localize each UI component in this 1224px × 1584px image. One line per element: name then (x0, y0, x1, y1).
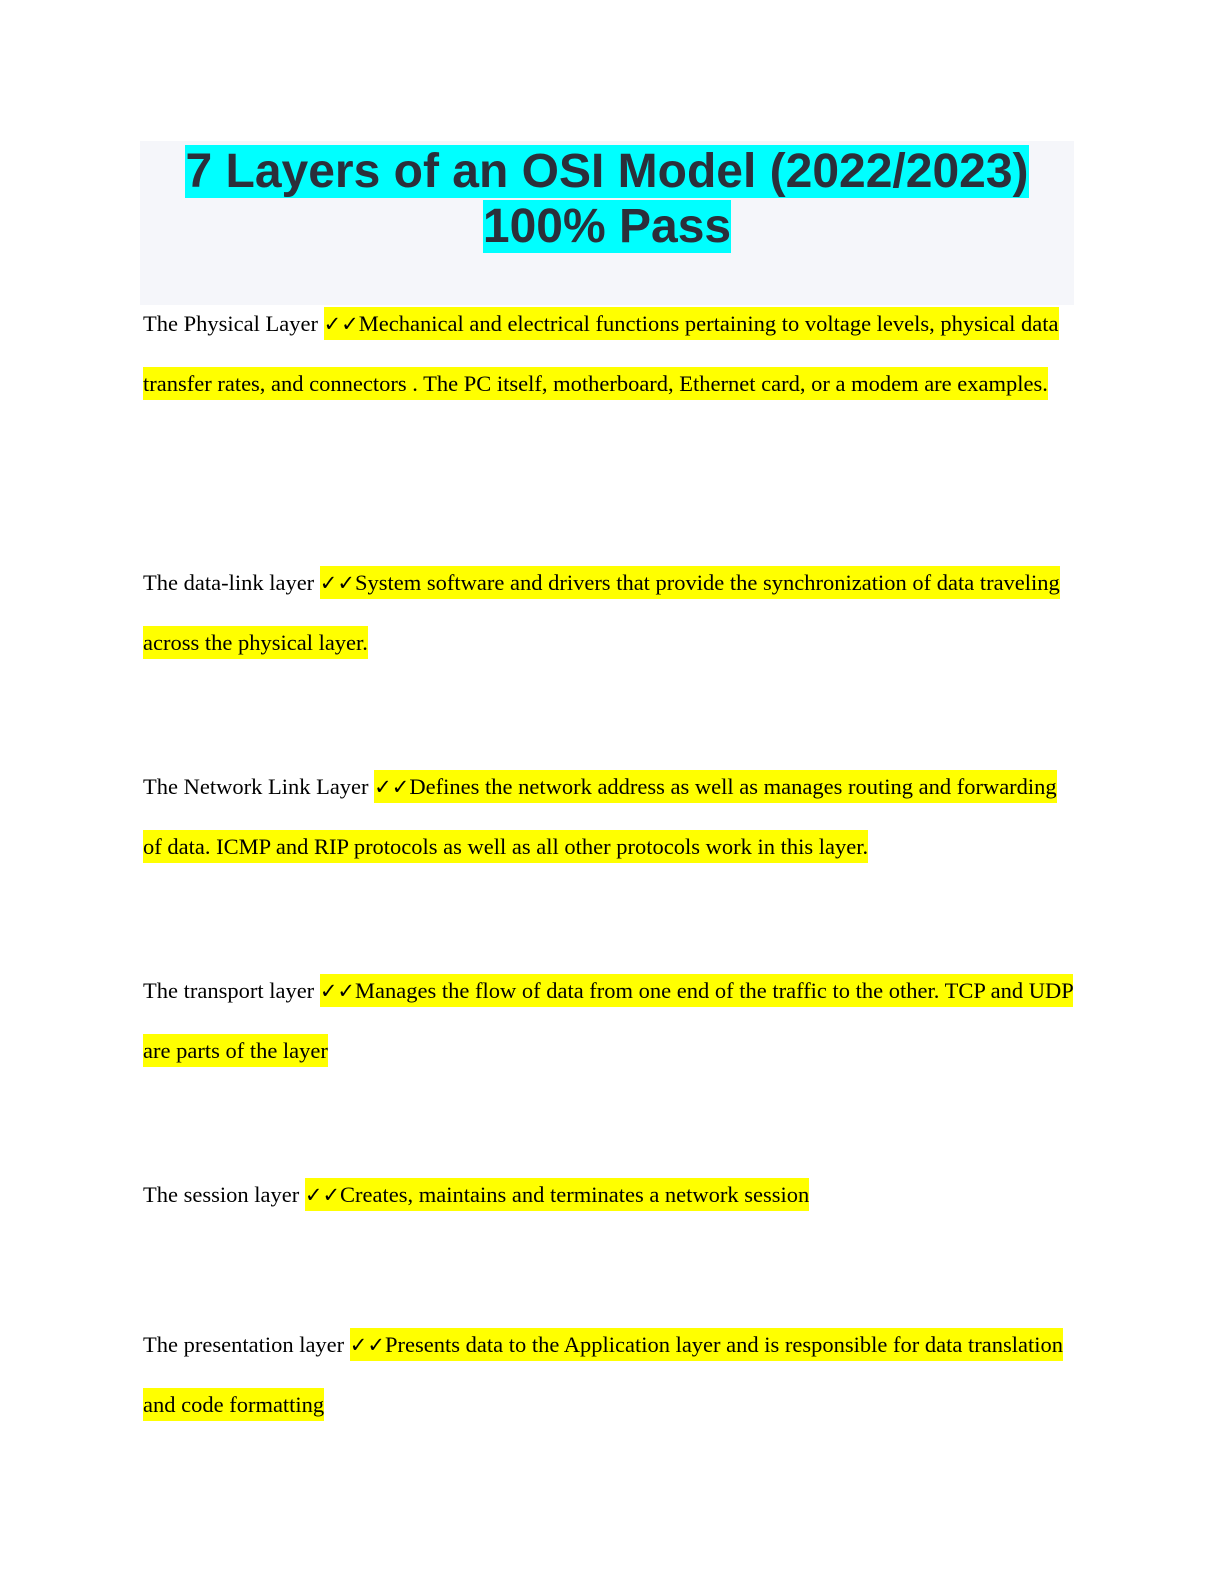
double-check-icon: ✓✓ (304, 1183, 341, 1207)
flashcard-entry (143, 961, 1078, 1080)
entry-answer-text: Manages the flow of data from one end of the traffic to the other. TCP and UDP are parts of the layer (143, 978, 1073, 1063)
double-check-icon: ✓✓ (349, 1333, 385, 1357)
double-check-icon: ✓✓ (374, 775, 410, 799)
entry-answer-text: Defines the network address as well as manages routing and forwarding of data. ICMP and RIP protocols as well as all other protocols work in this layer. (143, 774, 1057, 859)
title-line-1: 7 Layers of an OSI Model (2022/2023) (185, 145, 1029, 198)
entry-term: The data-link layer (143, 570, 315, 595)
flashcard-entry (143, 294, 1078, 413)
title-line-2: 100% Pass (482, 200, 732, 253)
flashcard-entry (143, 553, 1078, 672)
flashcard-entry (143, 1315, 1078, 1434)
entry-answer-text: Mechanical and electrical functions pertaining to voltage levels, physical data transfer rates, and connectors . The PC itself, motherboard, Ethernet card, or a modem are examples. (143, 311, 1059, 396)
title-banner (140, 141, 1074, 305)
entry-term: The session layer (143, 1182, 300, 1207)
entry-term: The Physical Layer (143, 311, 318, 336)
double-check-icon: ✓✓ (319, 571, 355, 595)
entry-answer-text: Creates, maintains and terminates a network session (340, 1182, 810, 1207)
document-title (140, 141, 1074, 254)
entry-term: The presentation layer (143, 1332, 345, 1357)
entry-answer-text: System software and drivers that provide the synchronization of data traveling across the physical layer. (143, 570, 1060, 655)
flashcard-entry (143, 1165, 1078, 1225)
entry-answer (305, 1178, 809, 1211)
entry-answer-text: Presents data to the Application layer and is responsible for data translation and code formatting (143, 1332, 1063, 1417)
entry-term: The Network Link Layer (143, 774, 369, 799)
flashcard-entry (143, 757, 1078, 876)
entry-term: The transport layer (143, 978, 315, 1003)
double-check-icon: ✓✓ (323, 312, 359, 336)
double-check-icon: ✓✓ (319, 979, 356, 1003)
